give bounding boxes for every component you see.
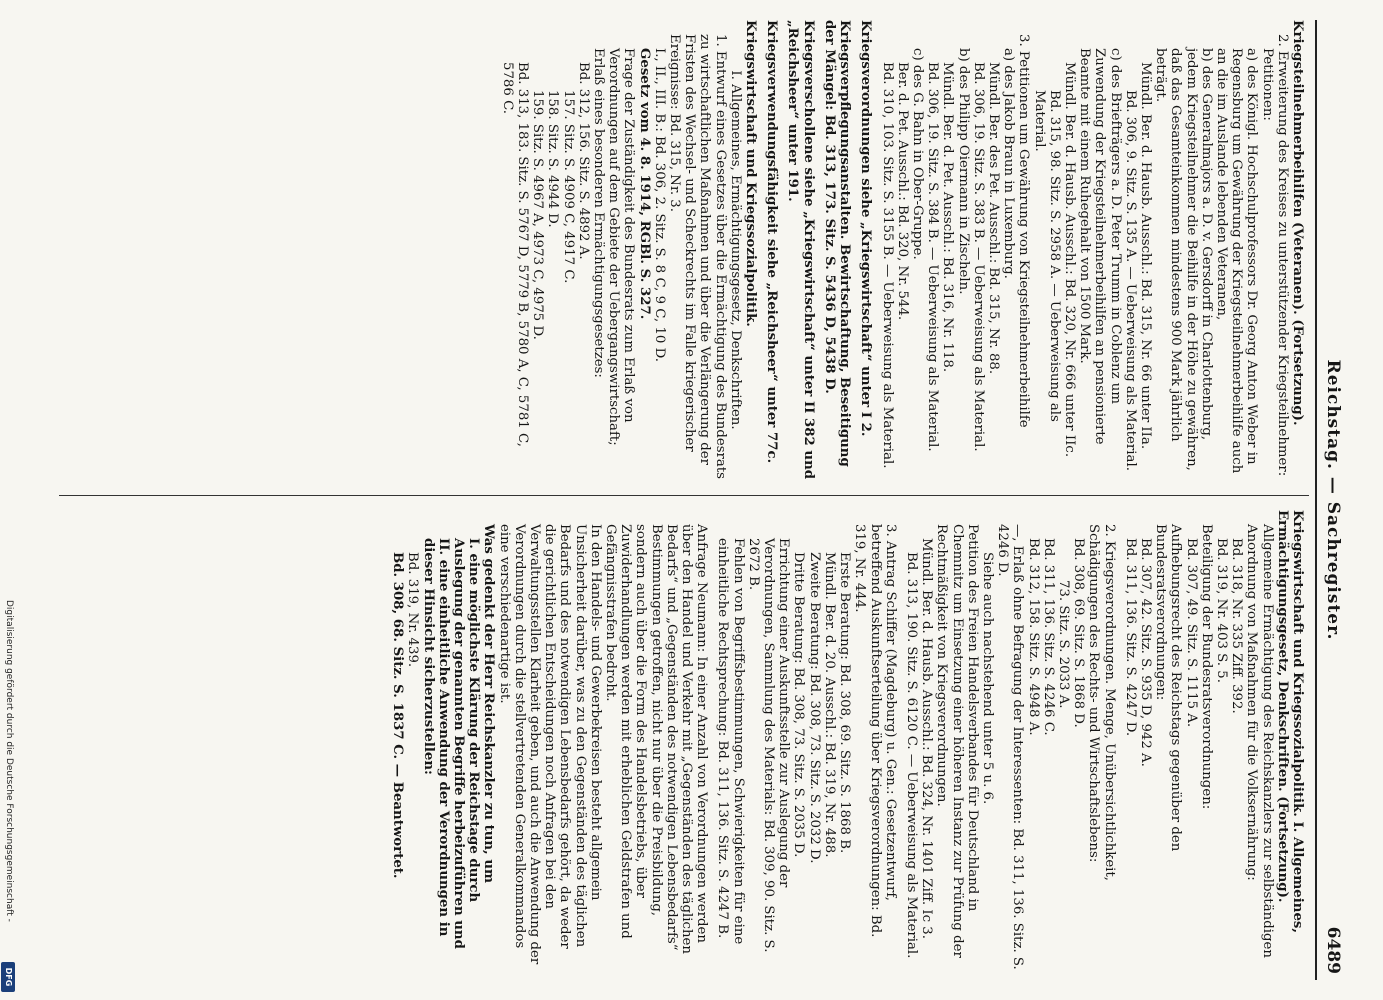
- page-number: 6489: [1323, 926, 1343, 974]
- index-entry: Bd. 312, 156. Sitz. S. 4892 A.: [575, 62, 591, 260]
- index-entry: Siehe auch nachstehend unter 5 u. 6.: [979, 552, 995, 805]
- index-entry: Bd. 313, 183. Sitz. S. 5767 D, 5779 B, 5780 A, C, 5781 C, 5786 C.: [499, 62, 531, 447]
- index-entry: Bd. 312, 158. Sitz. S. 4948 A.: [1025, 538, 1041, 736]
- index-entry: Kriegsverpflegungsanstalten. Bewirtschaftung, Beseitigung der Mängel: Bd. 313, 173. Sitz. S. 5436 D, 5438 D.: [821, 20, 853, 467]
- index-entry: Bd. 310, 103. Sitz. S. 3155 B. — Ueberweisung als Material.: [879, 62, 895, 469]
- index-entry: I., II., III. B.: Bd. 306, 2. Sitz. S. 8 C, 9 C, 10 D.: [651, 48, 667, 363]
- index-entry: Mündl. Ber. d. Hausb. Ausschl.: Bd. 320, Nr. 666 unter IIc.: [1061, 62, 1077, 458]
- index-entry: Mündl. Ber. d. Hausb. Ausschl.: Bd. 324, Nr. 1401 Ziff. Ic 3.: [919, 538, 935, 939]
- running-title: Reichstag. — Sachregister.: [1323, 359, 1343, 641]
- index-entry: Bd. 311, 136. Sitz. S. 4246 C.: [1040, 538, 1056, 736]
- index-entry: b) des Generalmajors a. D. v. Gersdorff in Charlottenburg, jedem Kriegsteilnehmer die Beihilfe in der Höhe zu gewähren, daß das Gesamteinkommen mindestens 900 Mark jährlich beträgt.: [1153, 48, 1214, 471]
- index-entry: 157. Sitz. S. 4909 C, 4917 C.: [560, 90, 576, 284]
- index-entry: —, Erlaß ohne Befragung der Interessenten: Bd. 311, 136. Sitz. S. 4246 D.: [995, 524, 1026, 970]
- index-entry: Ber. d. Pet. Ausschl.: Bd. 320, Nr. 544.: [894, 62, 910, 321]
- index-entry: 3. Antrag Schiffer (Magdeburg) u. Gen.: Gesetzentwurf, betreffend Auskunftserteilung über Kriegsverordnungen: Bd. 319, Nr. 444.: [852, 524, 898, 938]
- right-column: [55, 510, 1305, 970]
- entry-spacer: [1117, 510, 1123, 970]
- index-entry: Was gedenkt der Herr Reichskanzler zu tun, um: [481, 524, 497, 884]
- header-rule: [1315, 20, 1317, 980]
- index-entry: Dritte Beratung: Bd. 308, 73. Sitz. S. 2035 D.: [791, 552, 807, 858]
- index-entry: Petitionen:: [1259, 48, 1275, 121]
- index-entry: Zweite Beratung: Bd. 308, 73. Sitz. S. 2032 D.: [806, 552, 822, 864]
- index-entry: Allgemeine Ermächtigung des Reichskanzlers zur selbständigen Anordnung von Maßnahmen für die Volksernährung:: [1244, 524, 1275, 958]
- index-entry: Mündl. Ber. d. Pet. Ausschl.: Bd. 316, Nr. 118.: [940, 62, 956, 373]
- index-entry: II. eine einheitliche Anwendung der Verordnungen in dieser Hinsicht sicherzustellen:: [420, 538, 451, 937]
- dfg-logo: [1, 962, 15, 992]
- index-entry: Erste Beratung: Bd. 308, 69. Sitz. S. 1868 B.: [837, 552, 853, 854]
- index-entry: Bd. 306, 19. Sitz. S. 384 B. — Ueberweisung als Material.: [925, 62, 941, 452]
- index-entry: 73. Sitz. S. 2033 A.: [1055, 580, 1071, 709]
- index-entry: b) des Philipp Oiermann in Zischeln.: [955, 48, 971, 295]
- index-entry: Bd. 307, 49. Sitz. S. 1115 A.: [1183, 538, 1199, 728]
- index-entry: c) des G. Bahn in Ober-Gruppe.: [909, 48, 925, 260]
- index-entry: In den Handels- und Gewerbekreisen besteht allgemein Unsicherheit darüber, was zu den Gegenständen des täglichen Bedarfs und des notwendigen Lebensbedarfs gehört, da weder die gerichtlichen Entscheidungen noch Anfragen bei den Verwaltungsstellen Klarheit geben, und auch die Anwendung der Verordnungen durch die stellvertretenden Generalkommandos eine verschiedenartige ist.: [496, 524, 603, 965]
- index-entry: Bd. 319, Nr. 403 S. 5.: [1213, 538, 1229, 683]
- index-entry: Bd. 308, 69. Sitz. S. 1868 D.: [1071, 538, 1087, 728]
- credit-text: Digitalisierung gefördert durch die Deutsche Forschungsgemeinschaft -: [4, 600, 14, 922]
- dfg-logo-text: DFG: [4, 967, 13, 987]
- index-entry: I. eine möglichste Klärung der Reichstage durch Auslegung der genannten Begriffe herbeizuführen und: [451, 538, 482, 949]
- page-header: [1317, 20, 1345, 980]
- index-entry: a) des Jakob Braun in Luxemburg.: [1001, 48, 1017, 279]
- index-entry: Petition des Freien Handelsverbandes für Deutschland in Chemnitz um Einsetzung einer höheren Instanz zur Prüfung der Rechtmäßigkeit von Kriegsverordnungen.: [934, 524, 980, 958]
- column-divider: [59, 495, 1309, 496]
- index-entry: Kriegsverschollene siehe „Kriegswirtschaft“ unter II 382 und „Reichsheer“ unter 191.: [785, 20, 816, 480]
- index-entry: 159. Sitz. S. 4967 A, 4973 C, 4975 D.: [530, 90, 546, 340]
- index-entry: c) des Briefträgers a. D. Peter Trumm in Coblenz um Zuwendung der Kriegsteilnehmerbeihilfen an pensionierte Beamte mit einem Ruhegehalt von 1500 Mark.: [1077, 48, 1123, 445]
- rotated-page-content: [55, 20, 1345, 980]
- index-entry: Bd. 319, Nr. 439.: [405, 552, 421, 668]
- index-entry: 1. Entwurf eines Gesetzes über die Ermächtigung des Bundesrats zu wirtschaftlichen Maßnahmen und über die Verlängerung der Fristen des Wechsel- und Scheckrechts im Falle kriegerischer Ereignisse: Bd. 315, Nr. 3.: [667, 34, 728, 479]
- index-entry: Mündl. Ber. d. 20. Ausschl.: Bd. 319, Nr. 488.: [821, 552, 837, 858]
- index-entry: Bd. 308, 68. Sitz. S. 1837 C. — Beantwortet.: [390, 552, 406, 879]
- index-entry: Bd. 315, 98. Sitz. S. 2958 A. — Ueberweisung als Material.: [1031, 90, 1062, 422]
- index-entry: 3. Petitionen um Gewährung von Kriegsteilnehmerbeihilfe: [1016, 34, 1032, 428]
- index-entry: Kriegsteilnehmerbeihilfen (Veteranen). (Fortsetzung).: [1290, 20, 1305, 426]
- index-entry: Kriegswirtschaft und Kriegssozialpolitik. I. Allgemeines, Ermächtigungsgesetz, Denkschriften. (Fortsetzung).: [1274, 510, 1305, 934]
- index-entry: Fehlen von Begriffsbestimmungen, Schwierigkeiten für eine einheitliche Rechtsprechung: Bd. 311, 136. Sitz. S. 4247 B.: [715, 538, 746, 945]
- index-entry: Bd. 313, 190. Sitz. S. 6120 C. — Ueberweisung als Material.: [903, 552, 919, 959]
- index-entry: 2. Erweiterung des Kreises zu unterstützender Kriegsteilnehmer:: [1274, 34, 1290, 477]
- index-entry: Kriegsverordnungen siehe „Kriegswirtschaft“ unter I 2.: [858, 20, 874, 437]
- index-entry: Kriegswirtschaft und Kriegssozialpolitik.: [743, 20, 759, 327]
- index-entry: Bd. 318, Nr. 335 Ziff. 392.: [1229, 538, 1245, 714]
- index-entry: 158. Sitz. S. 4944 D.: [545, 90, 561, 228]
- index-entry: Anfrage Neumann: In einer Anzahl von Verordnungen werden über den Handel und Verkehr mit „Gegenständen des täglichen Bedarfs“ und „Gegenständen des notwendigen Lebensbedarfs“ Bestimmungen getroffen, nicht nur über die Preisbildung, sondern auch über die Form des Handelsbetriebs, über Zuwiderhandlungen werden mit erheblichen Geldstrafen und Gefängnisstrafen bedroht.: [603, 524, 710, 954]
- index-entry: Errichtung einer Auskunftsstelle zur Auslegung der Verordnungen, Sammlung des Materials: Bd. 309, 90. Sitz. S. 2672 B.: [745, 538, 792, 953]
- index-entry: Aufhebungsrecht des Reichstags gegenüber den Bundesratsverordnungen:: [1153, 524, 1184, 852]
- index-entry: Mündl. Ber. des Pet. Ausschl.: Bd. 315, Nr. 88.: [985, 62, 1001, 375]
- index-entry: Bd. 306, 19. Sitz. S. 383 B. — Ueberweisung als Material.: [970, 62, 986, 452]
- index-entry: Bd. 311, 136. Sitz. S. 4247 D.: [1122, 538, 1138, 737]
- index-entry: Beteiligung der Bundesratsverordnungen:: [1198, 524, 1214, 810]
- index-entry: Mündl. Ber. d. Hausb. Ausschl.: Bd. 315, Nr. 66 unter IIa.: [1137, 62, 1153, 450]
- entry-spacer: [898, 510, 904, 970]
- digitization-credit: [2, 600, 16, 995]
- left-column: [55, 20, 1305, 480]
- index-entry: Gesetz vom 4. 8. 1914, RGBl. S. 327.: [636, 48, 652, 320]
- index-entry: Bd. 306, 9. Sitz. S. 135 A. — Ueberweisung als Material.: [1122, 90, 1138, 471]
- index-entry: Frage der Zuständigkeit des Bundesrats zum Erlaß von Verordnungen auf dem Gebiete der Uebergangswirtschaft; Erlaß eines besonderen Ermächtigungsgesetzes:: [591, 48, 637, 446]
- index-entry: Bd. 307, 42. Sitz. S. 935 D, 942 A.: [1137, 538, 1153, 767]
- index-entry: Kriegsverwendungsfähigkeit siehe „Reichsheer“ unter 77c.: [764, 20, 780, 464]
- index-entry: I. Allgemeines, Ermächtigungsgesetz, Denkschriften.: [727, 70, 743, 430]
- index-entry: 2. Kriegsverordnungen. Menge, Unübersichtlichkeit, Schädigungen des Rechts- und Wirtschaftslebens:: [1086, 524, 1117, 882]
- index-entry: a) des Königl. Hochschulprofessors Dr. Georg Anton Weber in Regensburg um Gewährung der Kriegsteilnehmerbeihilfe auch an die im Auslande lebenden Veteranen,: [1213, 48, 1260, 474]
